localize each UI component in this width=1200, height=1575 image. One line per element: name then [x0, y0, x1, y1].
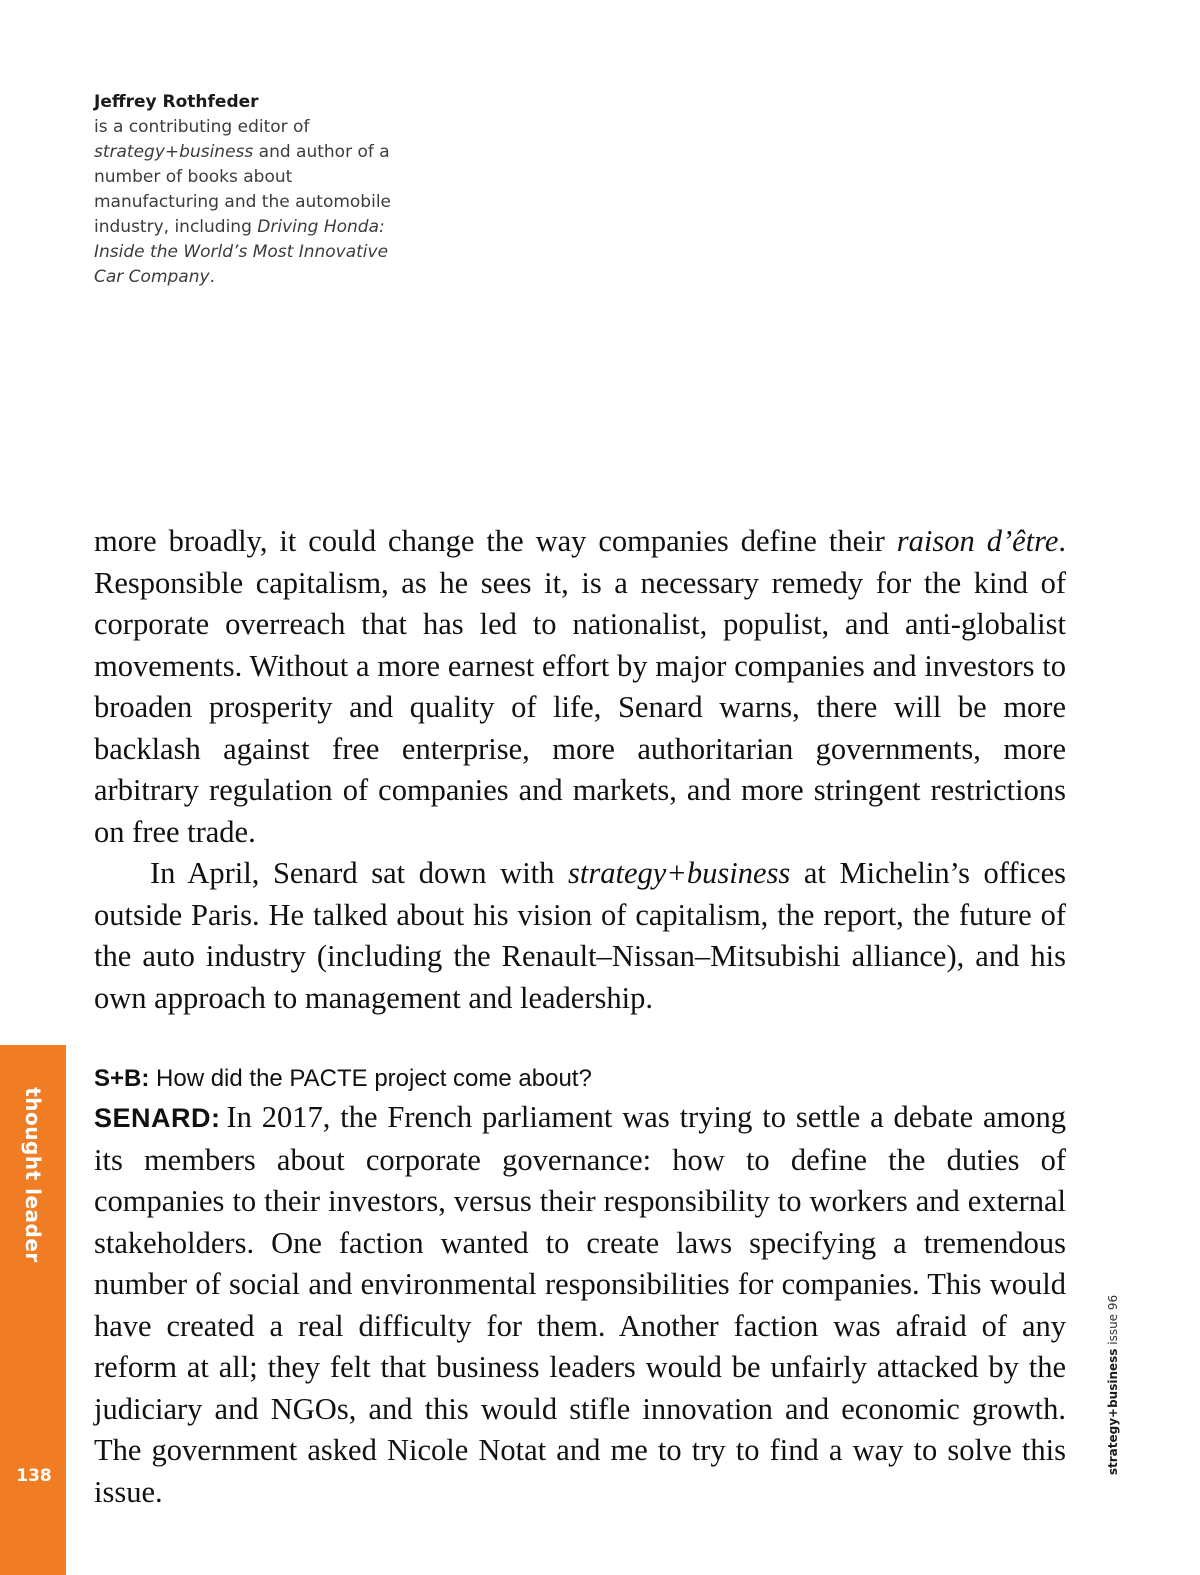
question-text: How did the PACTE project come about? — [149, 1065, 592, 1092]
paragraph-1-text: more broadly, it could change the way companies define their — [94, 524, 897, 558]
question — [94, 1061, 1066, 1097]
section-label: thought leader — [21, 1087, 45, 1263]
bio-publication: strategy+business — [94, 142, 254, 162]
paragraph-2-text-2: at Michelin’s offices outside Paris. He talked about his vision of capitalism, the report, the future of the auto industry (including the Renault–Nissan–Mitsubishi alliance), and his own approach to management and leadership. — [94, 856, 1066, 1015]
bio-book-title: Driving Honda: Inside the World’s Most Innovative Car Company — [94, 217, 389, 287]
page-number: 138 — [16, 1466, 52, 1486]
publication-italic: strategy+business — [568, 856, 791, 890]
paragraph-1-text-2: . Responsible capitalism, as he sees it, is a necessary remedy for the kind of corporate overreach that has led to nationalist, populist, and anti-globalist movements. Without a more earnest effort by major companies and investors to broaden prosperity and quality of life, Senard warns, there will be more backlash against free enterprise, more authoritarian governments, more arbitrary regulation of companies and markets, and more stringent restrictions on free trade. — [94, 524, 1067, 849]
raison-detre-italic: raison d’être — [896, 524, 1059, 558]
answer-text: In 2017, the French parliament was trying to settle a debate among its members about corporate governance: how to define the duties of companies to their investors, versus their responsibility to workers and external stakeholders. One faction wanted to create laws specifying a tremendous number of social and environmental responsibilities for companies. This would have created a real difficulty for them. Another faction was afraid of any reform at all; they felt that business leaders would be unfairly attacked by the judiciary and NGOs, and this would stifle innovation and economic growth. The government asked Nicole Notat and me to try to find a way to solve this issue. — [94, 1100, 1066, 1509]
footer-publication: strategy+business — [1106, 1348, 1120, 1476]
answer — [94, 1097, 1066, 1513]
question-label: S+B: — [94, 1065, 150, 1092]
paragraph-1 — [94, 521, 1066, 853]
bio-text: is a contributing editor of — [94, 117, 310, 137]
bio-end: . — [209, 267, 215, 287]
interview-qa — [94, 1061, 1066, 1513]
bio-text-2: and author of a number of books about manufacturing and the automobile industry, including — [94, 142, 392, 237]
article-body — [94, 521, 1066, 1513]
running-footer — [1106, 1295, 1120, 1475]
author-bio — [94, 90, 394, 290]
footer-issue: issue 96 — [1106, 1294, 1120, 1349]
paragraph-2 — [94, 853, 1066, 1019]
answer-speaker: SENARD: — [94, 1103, 221, 1133]
author-name: Jeffrey Rothfeder — [94, 92, 259, 112]
paragraph-2-text: In April, Senard sat down with — [150, 856, 569, 890]
